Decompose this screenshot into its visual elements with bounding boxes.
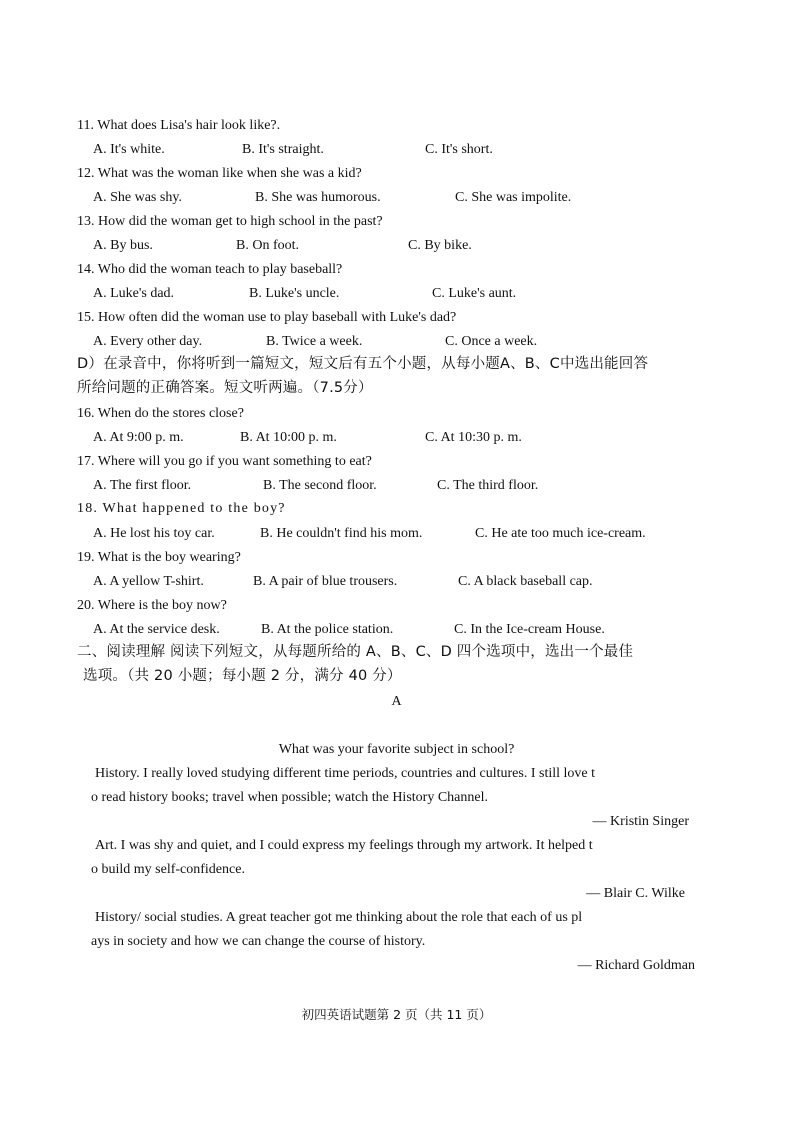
option-c: C. He ate too much ice-cream. [475, 526, 646, 541]
option-c: C. In the Ice-cream House. [454, 622, 605, 637]
question-stem: 14. Who did the woman teach to play baseball? [77, 262, 343, 277]
section-d-instructions: D）在录音中，你将听到一篇短文，短文后有五个小题，从每小题A、B、C中选出能回答 [77, 356, 649, 372]
passage-paragraph-line: History. I really loved studying different time periods, countries and cultures. I still love t [95, 766, 596, 781]
question-stem: 17. Where will you go if you want something to eat? [77, 454, 372, 469]
option-b: B. On foot. [236, 238, 299, 253]
question-stem: 19. What is the boy wearing? [77, 550, 241, 565]
option-b: B. At 10:00 p. m. [240, 430, 337, 445]
question-stem: 20. Where is the boy now? [77, 598, 227, 613]
option-c: C. At 10:30 p. m. [425, 430, 522, 445]
option-c: C. She was impolite. [455, 190, 572, 205]
option-b: B. It's straight. [242, 142, 324, 157]
option-b: B. At the police station. [261, 622, 394, 637]
passage-author: — Blair C. Wilke [586, 886, 685, 901]
option-c: C. Once a week. [445, 334, 538, 349]
section-two-instructions: 二、阅读理解 阅读下列短文，从每题所给的 A、B、C、D 四个选项中，选出一个最佳 [77, 644, 634, 660]
option-b: B. Twice a week. [266, 334, 363, 349]
passage-author: — Kristin Singer [592, 814, 689, 829]
passage-paragraph-line: ays in society and how we can change the course of history. [91, 934, 426, 949]
passage-title: What was your favorite subject in school? [278, 742, 515, 757]
question-stem: 11. What does Lisa's hair look like?. [77, 118, 281, 133]
option-c: C. Luke's aunt. [432, 286, 517, 301]
section-d-instructions-cont: 所给问题的正确答案。短文听两遍。（7.5分） [77, 380, 373, 396]
option-a: A. It's white. [93, 142, 165, 157]
passage-paragraph-line: o build my self-confidence. [91, 862, 245, 877]
option-c: C. It's short. [425, 142, 493, 157]
passage-paragraph-line: History/ social studies. A great teacher got me thinking about the role that each of us pl [95, 910, 583, 925]
option-a: A. She was shy. [93, 190, 182, 205]
option-b: B. He couldn't find his mom. [260, 526, 423, 541]
passage-paragraph-line: o read history books; travel when possible; watch the History Channel. [91, 790, 488, 805]
option-c: C. The third floor. [437, 478, 539, 493]
option-a: A. Every other day. [93, 334, 203, 349]
option-c: C. A black baseball cap. [458, 574, 593, 589]
passage-paragraph-line: Art. I was shy and quiet, and I could express my feelings through my artwork. It helped t [95, 838, 593, 853]
question-stem: 16. When do the stores close? [77, 406, 244, 421]
page-footer: 初四英语试题第 2 页（共 11 页） [301, 1007, 492, 1022]
option-b: B. She was humorous. [255, 190, 381, 205]
option-a: A. At the service desk. [93, 622, 220, 637]
option-c: C. By bike. [408, 238, 472, 253]
passage-author: — Richard Goldman [577, 958, 695, 973]
section-two-instructions-cont: 选项。（共 20 小题；每小题 2 分，满分 40 分） [83, 668, 402, 684]
question-stem: 18. What happened to the boy? [77, 501, 286, 516]
option-a: A. He lost his toy car. [93, 526, 215, 541]
option-a: A. At 9:00 p. m. [93, 430, 184, 445]
option-a: A. Luke's dad. [93, 286, 175, 301]
passage-label: A [391, 694, 402, 709]
option-b: B. The second floor. [263, 478, 377, 493]
option-b: B. Luke's uncle. [249, 286, 340, 301]
option-b: B. A pair of blue trousers. [253, 574, 398, 589]
option-a: A. By bus. [93, 238, 153, 253]
question-stem: 15. How often did the woman use to play baseball with Luke's dad? [77, 310, 457, 325]
question-stem: 12. What was the woman like when she was a kid? [77, 166, 362, 181]
option-a: A. The first floor. [93, 478, 192, 493]
question-stem: 13. How did the woman get to high school in the past? [77, 214, 383, 229]
option-a: A. A yellow T-shirt. [93, 574, 204, 589]
